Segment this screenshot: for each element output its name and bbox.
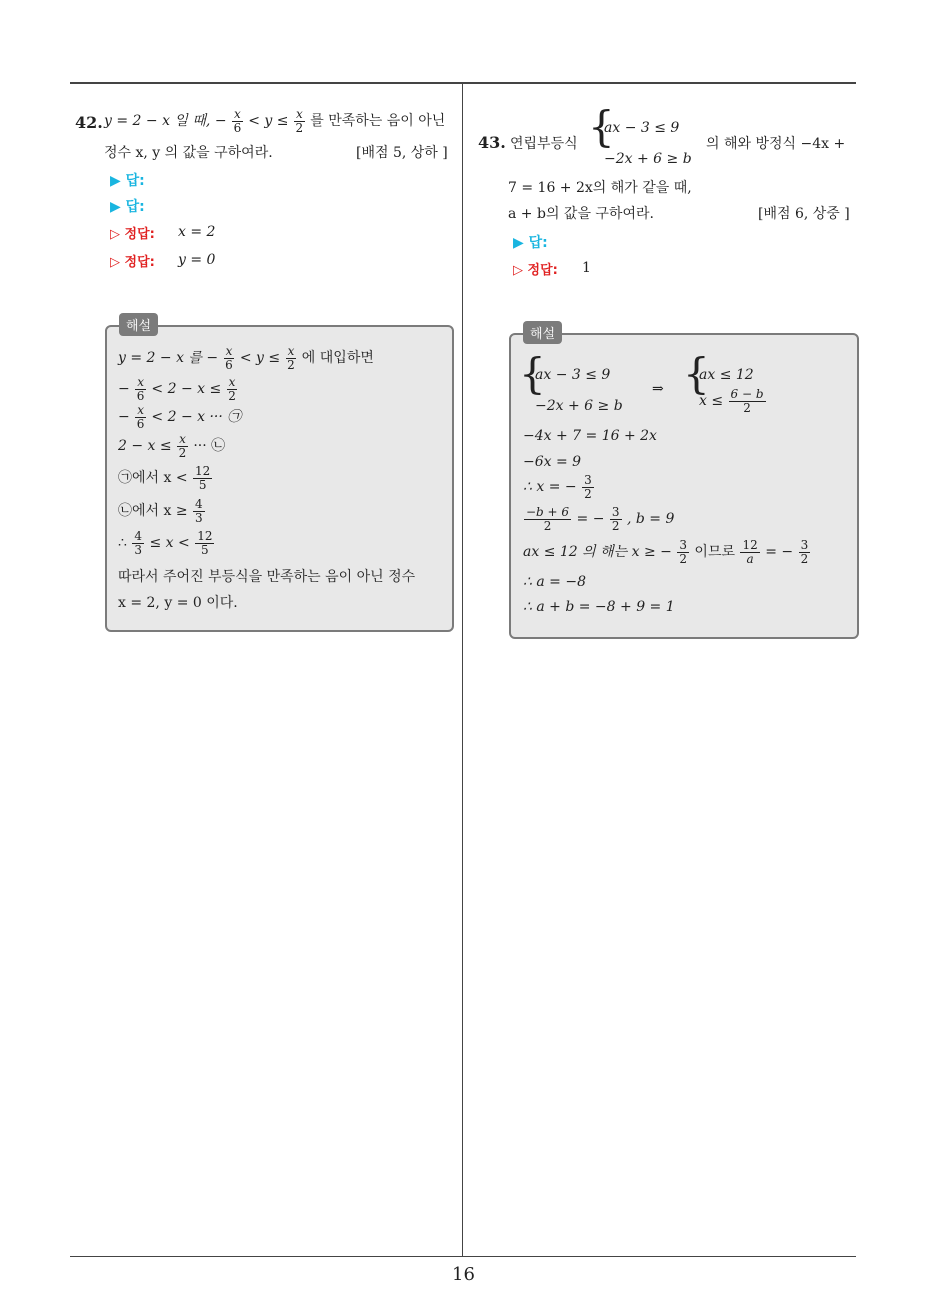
system-brace: { bbox=[588, 102, 615, 151]
fraction: $\frac{x}{6}$ bbox=[233, 107, 242, 135]
page-number: 16 bbox=[452, 1264, 475, 1285]
correct-answer-label-2: ▷ 정답: bbox=[110, 255, 155, 270]
solution-line: −4x + 7 = 16 + 2x bbox=[523, 428, 657, 444]
system-ineq-2: −2x + 6 ≥ b bbox=[604, 151, 692, 167]
solution-line: 따라서 주어진 부등식을 만족하는 음이 아닌 정수 bbox=[118, 569, 416, 585]
bottom-rule bbox=[70, 1256, 856, 1257]
question-lead: 연립부등식 bbox=[510, 136, 578, 152]
solution-line: ax ≤ 12 의 해는 x ≥ − $\frac{3}{2}$ 이므로 $\frac{12}{a}$ = − $\frac{3}{2}$ bbox=[523, 538, 809, 566]
solution-tag: 해설 bbox=[523, 321, 562, 344]
implies-arrow: ⇒ bbox=[652, 381, 664, 397]
solution-line: $\frac{-b + 6}{2}$ = − $\frac{3}{2}$ , b = 9 bbox=[526, 505, 675, 533]
solution-line: −6x = 9 bbox=[523, 454, 582, 470]
solution-line: − $\frac{x}{6}$ < 2 − x ≤ $\frac{x}{2}$ bbox=[118, 375, 236, 403]
question-text-line2: 7 = 16 + 2x의 해가 같을 때, bbox=[508, 180, 692, 196]
solution-result-1: ax ≤ 12 bbox=[699, 367, 754, 383]
answer-label: ▶ 답: bbox=[513, 235, 548, 251]
solution-line: y = 2 − x 를 − $\frac{x}{6}$ < y ≤ $\frac{x}{2}$ 에 대입하면 bbox=[118, 344, 374, 372]
score-label: [배점 5, 상하 ] bbox=[356, 145, 448, 161]
column-divider bbox=[462, 83, 463, 1257]
question-tail: 의 해와 방정식 −4x + bbox=[706, 136, 846, 152]
solution-line: ㉠에서 x < $\frac{12}{5}$ bbox=[118, 464, 211, 492]
question-number: 43. bbox=[478, 133, 506, 152]
score-label: [배점 6, 상중 ] bbox=[758, 206, 850, 222]
solution-result-2: x ≤ $\frac{6 - b}{2}$ bbox=[699, 387, 764, 415]
correct-answer-2: y = 0 bbox=[178, 252, 216, 268]
question-text-line1: y = 2 − x 일 때, − $\frac{x}{6}$ < y ≤ $\frac{x}{2}$ 를 만족하는 음이 아닌 bbox=[104, 107, 446, 135]
question-text-line3: a + b의 값을 구하여라. bbox=[508, 206, 654, 222]
solution-line: ∴ a = −8 bbox=[523, 574, 586, 590]
system-ineq-1: ax − 3 ≤ 9 bbox=[604, 120, 680, 136]
answer-label-1: ▶ 답: bbox=[110, 173, 145, 189]
system-brace: { bbox=[683, 349, 710, 398]
solution-system-2: −2x + 6 ≥ b bbox=[535, 398, 623, 414]
solution-line: − $\frac{x}{6}$ < 2 − x ··· ㉠ bbox=[118, 403, 242, 431]
correct-answer-1: x = 2 bbox=[178, 224, 216, 240]
solution-line: x = 2, y = 0 이다. bbox=[118, 595, 238, 611]
top-rule bbox=[70, 82, 856, 84]
correct-answer-label-1: ▷ 정답: bbox=[110, 227, 155, 242]
solution-line: 2 − x ≤ $\frac{x}{2}$ ··· ㉡ bbox=[118, 432, 226, 460]
correct-answer: 1 bbox=[582, 260, 591, 276]
solution-tag: 해설 bbox=[119, 313, 158, 336]
question-number: 42. bbox=[75, 113, 103, 132]
solution-line: ∴ a + b = −8 + 9 = 1 bbox=[523, 599, 675, 615]
solution-line: ∴ x = − $\frac{3}{2}$ bbox=[523, 473, 592, 501]
solution-system-1: ax − 3 ≤ 9 bbox=[535, 367, 611, 383]
question-text-line2: 정수 x, y 의 값을 구하여라. bbox=[104, 145, 273, 161]
system-brace: { bbox=[519, 349, 546, 398]
solution-line: ㉡에서 x ≥ $\frac{4}{3}$ bbox=[118, 497, 203, 525]
answer-label-2: ▶ 답: bbox=[110, 199, 145, 215]
fraction: $\frac{x}{2}$ bbox=[295, 107, 304, 135]
solution-line: ∴ $\frac{4}{3}$ ≤ x < $\frac{12}{5}$ bbox=[118, 529, 213, 557]
correct-answer-label: ▷ 정답: bbox=[513, 263, 558, 278]
